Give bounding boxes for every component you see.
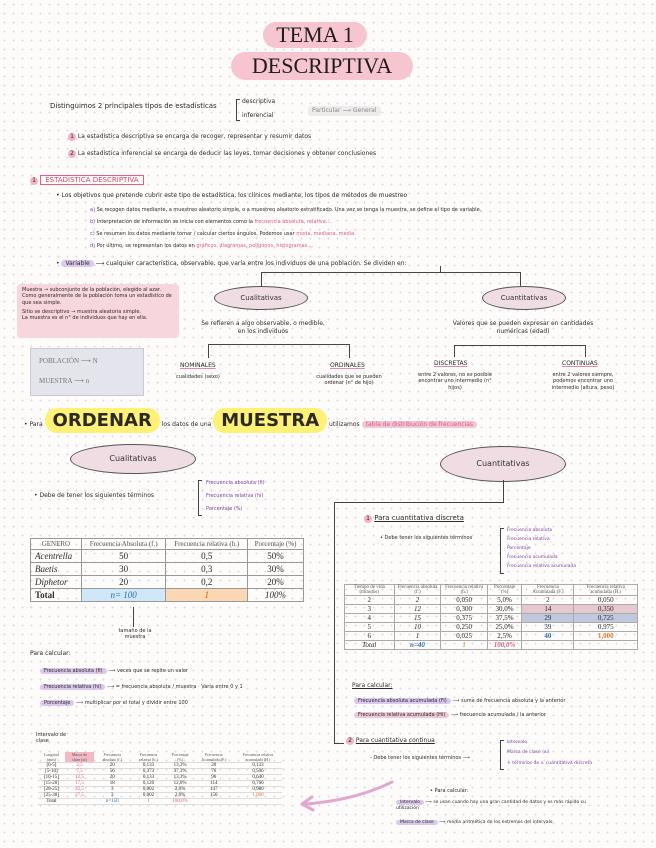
table-cell: 0,373 (130, 769, 166, 775)
table-cell: 18 (94, 781, 130, 787)
cual2-term-3: Porcentaje (%) (206, 506, 243, 512)
calc1-item-3: Porcentaje ⟶ multiplicar por el total y dividir entre 100 (40, 700, 188, 706)
table-cell: 0,375 (441, 614, 487, 623)
calc-text: = frecuencia absoluta / muestra (115, 684, 197, 690)
table-cell: 3 (94, 793, 130, 799)
cuant2-top-line (334, 502, 504, 503)
table-cell: 2,0% (166, 793, 193, 799)
table-cell: 2 (394, 596, 441, 605)
table-cell (522, 641, 574, 650)
table-header: Frecuencia absoluta (f.) (94, 752, 130, 763)
table-cell (234, 799, 282, 805)
table-cell: 1,000 (234, 793, 282, 799)
table-cell: n=40 (394, 641, 441, 650)
table-cell: [0-5] (38, 763, 65, 769)
table-cell: 2 (345, 596, 395, 605)
note-line-1: Muestra → subconjunto de la población, elegido al azar. Como generalmente de la población toma un estadístico de que sea simple. (22, 287, 172, 306)
table-cell (65, 799, 94, 805)
table-cell: [15-20] (38, 781, 65, 787)
table3-title: Intervalo de clase (36, 732, 67, 745)
section-title: ESTADÍSTICA DESCRIPTIVA (40, 175, 143, 185)
calc-text: media aritmética de los extremos del intervalo (447, 820, 553, 825)
table-cell: 1 (394, 632, 441, 641)
muestra-word: MUESTRA (213, 408, 327, 433)
curved-arrow-icon (296, 776, 396, 816)
cuant2-term-1: Frecuencia absoluta (507, 528, 552, 533)
cual-left-drop (208, 344, 209, 358)
table-cell: 29 (522, 614, 574, 623)
cualitativas-oval-2: Cualitativas (70, 444, 196, 474)
table-header-row (345, 585, 638, 596)
table-cell: Total (31, 589, 82, 602)
cont-heading-text: Para cuantitativa continua (355, 737, 435, 744)
cont-heading (346, 737, 435, 745)
calc-term: Frecuencia absoluta (fi) (40, 668, 107, 674)
ordinales-label: ORDINALES (330, 362, 365, 369)
cont-number: 2 (346, 737, 354, 745)
continuas-label: CONTINUAS (562, 360, 598, 367)
poblacion-row: POBLACIÓN ⟶ N (39, 357, 98, 365)
cont-calc-1: Intervalo ⟶ se usan cuando hay una gran cantidad de datos y es más rápido su utilización (396, 800, 586, 811)
cuant2-heading-text: Para cuantitativa discreta (374, 514, 464, 522)
cont-calc-label: • Para calcular: (430, 788, 469, 794)
cuant2-term-4: Frecuencia acumulada (507, 555, 558, 560)
table-cell: 0,002 (130, 793, 166, 799)
cuant2-term-2: Frecuencia relativa (507, 537, 550, 542)
cont-lead: - Debe tener los siguientes términos ⟶ (370, 755, 470, 761)
calc-term: Porcentaje (40, 700, 74, 706)
table-cell: 20% (248, 576, 304, 589)
table-cell: 30 (81, 563, 166, 576)
table-cell: Total (38, 799, 65, 805)
cual-right-drop (349, 344, 350, 358)
table-cell: 0,133 (130, 775, 166, 781)
intro-brace (236, 99, 240, 121)
table-cell: 20 (94, 763, 130, 769)
table-cell: 1,000 (574, 632, 638, 641)
cuant2-term-3: Porcentaje (507, 546, 531, 551)
table-header: GENERO (31, 539, 82, 550)
title-line-2: DESCRIPTIVA (231, 52, 413, 80)
cont-calc-label-text: Para calcular: (434, 788, 469, 794)
ordenar-mid: los datos de una (161, 421, 212, 428)
table-tiempo (344, 584, 638, 650)
table-total-row (31, 589, 304, 602)
table-cell: 0,002 (130, 787, 166, 793)
calc-term: Intervalo (396, 800, 424, 805)
table-cell: 0,025 (441, 632, 487, 641)
point-letter: b) (90, 219, 96, 225)
tree-top-line (261, 272, 521, 273)
table-cell: 96 (194, 775, 234, 781)
table-cell: n=150 (94, 799, 130, 805)
table-cell: [20-25] (38, 787, 65, 793)
table-cell: 30% (248, 563, 304, 576)
point-d (90, 243, 314, 249)
table-cell: 12,5 (65, 775, 94, 781)
section-heading (30, 176, 144, 185)
table-header: Tiempo de vida (minutos) (345, 585, 395, 596)
cuant-left-drop (454, 345, 455, 357)
intro-item-1 (68, 133, 311, 141)
ordenar-line: • Para ORDENAR los datos de una MUESTRA utilizamos tabla de distribución de frecuencias (24, 410, 477, 433)
cuant2-heading (364, 514, 464, 523)
table-header: Porcentaje (%) (248, 539, 304, 550)
table-header: Frecuencia absoluta (f.) (394, 585, 441, 596)
table-cell: 0,975 (574, 623, 638, 632)
table-cell: 2,5% (487, 632, 521, 641)
table-header: Frecuencia relativa acumulada (H.) (574, 585, 638, 596)
table-header-row (31, 539, 304, 550)
cuant2-vertical-line (334, 502, 335, 744)
table-cell: 4 (345, 614, 395, 623)
table-header-row (38, 752, 282, 763)
table-cell: 15 (394, 614, 441, 623)
tree-center-drop (440, 266, 441, 273)
table-header: Longitud (mm) (38, 752, 65, 763)
variable-label: Variable (61, 260, 93, 267)
point-a (90, 207, 481, 213)
table-cell: Baetis (31, 563, 82, 576)
table-header: Porcentaje (%) (487, 585, 521, 596)
calc-text: multiplicar por el total y dividir entre 100 (84, 700, 188, 706)
calc-term: Frecuencia relativa (hi) (40, 684, 105, 690)
table-cell (574, 641, 638, 650)
point-c (90, 231, 356, 237)
table-cell: 37,5% (487, 614, 521, 623)
table-cell: 0,760 (234, 781, 282, 787)
table-header: Porcentaje (%) (166, 752, 193, 763)
calc-extra: Varía entre 0 y 1 (201, 684, 243, 690)
nominales-label: NOMINALES (180, 362, 216, 369)
discretas-label: DISCRETAS (434, 360, 468, 367)
table-header: Frecuencia relativa (h.) (130, 752, 166, 763)
table-cell: Acentrella (31, 550, 82, 563)
table-cell: 30,0% (487, 605, 521, 614)
muestra-note (17, 284, 179, 338)
point-highlight: moda, mediana, media. (296, 231, 356, 237)
cuantitativas-desc: Valores que se pueden expresar en cantidades numéricas (edad) (452, 320, 594, 335)
table-cell: 0,050 (574, 596, 638, 605)
table-cell (194, 799, 234, 805)
table-row (31, 550, 304, 563)
table-row (345, 596, 638, 605)
note-line-2: Sitio se descriptivo → muestra aleatoria simple. (22, 308, 141, 315)
cuant2-lead-text: Debe tener los siguientes términos (384, 535, 473, 541)
cual2-lead-text: Debe de tener los siguientes términos (39, 492, 155, 499)
point-text: Se recogen datos mediante, a muestreo aleatorio simple, o a muestreo aleatorio estratificado. Una vez se tenga la muestra, se define el tipo de variable. (96, 207, 482, 213)
cont-calc-2: Marca de clase ⟶ media aritmética de los extremos del intervalo (396, 820, 553, 826)
cuantitativas-oval-2: Cuantitativas (440, 446, 566, 482)
cual2-term-2: Frecuencia relativa (hi) (206, 493, 264, 499)
table-cell: 147 (194, 787, 234, 793)
table-cell: 13,3% (166, 763, 193, 769)
flow-to: General (352, 107, 377, 114)
table-cell: 0,120 (130, 781, 166, 787)
table-cell: 0,2 (166, 576, 248, 589)
tree-left-drop (261, 272, 262, 286)
table-cell: 2 (522, 596, 574, 605)
cuantitativas-oval: Cuantitativas (482, 286, 566, 310)
section-lead-text: Los objetivos que pretende cubrir este tipo de estadística, los clínicos mediante, los tipos de métodos de muestreo (61, 192, 408, 199)
item-number: 1 (68, 133, 76, 141)
cuant2-lead: • Debe tener los siguientes términos (380, 535, 473, 541)
calc-term: Marca de clase (396, 820, 438, 825)
variable-line: • Variable ⟶ cualquier característica, observable, que varía entre los individuos de una población. Se dividen en: (56, 260, 407, 267)
table-cell: Total (345, 641, 395, 650)
table-cell: 5,0% (487, 596, 521, 605)
cuant-right-drop (585, 345, 586, 357)
point-text: Por último, se representan los datos en (96, 243, 195, 249)
cualitativas-desc: Se refieren a algo observable, o medible, en los individuos (201, 320, 325, 335)
calc2-item-2: Frecuencia relativa acumulada (Hi) ⟶ frecuencia acumulada / la anterior (354, 712, 546, 718)
title-line-1: TEMA 1 (263, 22, 367, 48)
cual2-brace (198, 480, 202, 516)
ordenar-pre: Para (29, 421, 43, 428)
table-cell: 0,300 (441, 605, 487, 614)
muestra-symbol: n (85, 377, 90, 385)
continuas-desc: entre 2 valores siempre, podemos encontrar uno intermedio (altura, peso) (551, 372, 615, 391)
table-cell: 0,5 (166, 550, 248, 563)
table-cell: 14 (522, 605, 574, 614)
table-header: Marca de clase (xi) (65, 752, 94, 763)
item-text: La estadística descriptiva se encarga de recoger, representar y resumir datos (77, 133, 312, 140)
table-row (345, 605, 638, 614)
table-cell: 13,3% (166, 775, 193, 781)
ordenar-post: utilizamos (329, 421, 360, 428)
calc1-label: Para calcular: (30, 650, 71, 657)
table-cell: 40 (522, 632, 574, 641)
muestra-label: MUESTRA (39, 377, 73, 385)
table-cell: 0,3 (166, 563, 248, 576)
cont-term-2: Marca de clase (xi) (507, 750, 550, 755)
point-b (90, 219, 332, 225)
point-text: Interpretación de información se inicia con elementos como la (96, 219, 253, 225)
calc-text: frecuencia acumulada / la anterior (459, 712, 546, 718)
intro-text: Distinguimos 2 principales tipos de estadísticas (50, 102, 217, 110)
table-cell: 50 (81, 550, 166, 563)
discretas-desc: entre 2 valores, no es posible encontrar uno intermedio (n° hijos) (418, 372, 492, 391)
table-cell: 100,0% (166, 799, 193, 805)
calc-term: Frecuencia absoluta acumulada (Fi) (354, 698, 451, 704)
table-cell: 0,250 (441, 623, 487, 632)
flow-from: Particular (312, 107, 341, 114)
table-cell: 17,5 (65, 781, 94, 787)
table-cell: 5 (345, 623, 395, 632)
point-highlight: frecuencia absoluta, relativa.... (254, 219, 333, 225)
cuant-split-line (454, 345, 586, 346)
table-cell: 0,350 (574, 605, 638, 614)
cont-lead-text: Debe tener los siguientes términos (373, 755, 462, 761)
point-text: Se resumen los datos mediante tomar / calcular ciertos ángulos. Podemos usar (96, 231, 295, 237)
table-header: Frecuencia Absoluta (f.) (81, 539, 166, 550)
table-cell: 1 (441, 641, 487, 650)
poblacion-symbol: N (92, 357, 98, 365)
table-cell: 25,0% (487, 623, 521, 632)
table-cell: 0,050 (441, 596, 487, 605)
table-cell: 20 (94, 775, 130, 781)
table-header: Frecuencia relativa (h.) (441, 585, 487, 596)
table-cell: 0,980 (234, 787, 282, 793)
point-letter: d) (90, 243, 96, 249)
table-intervalos (38, 752, 282, 805)
table-row (345, 623, 638, 632)
cuant2-number: 1 (364, 515, 372, 523)
cuant2-brace (500, 528, 504, 574)
table-cell: 100% (248, 589, 304, 602)
item-text: La estadística inferencial se encarga de deducir las leyes, tomar decisiones y obtener conclusiones (77, 150, 377, 157)
section-number: 1 (30, 177, 38, 185)
table-cell: 0,640 (234, 775, 282, 781)
table-cell: 150 (194, 793, 234, 799)
table-cell: 39 (522, 623, 574, 632)
ordinales-desc: cualidades que se pueden ordenar (n° de hijo) (316, 374, 382, 387)
calc1-item-1: Frecuencia absoluta (fi) ⟶ veces que se repite un valor (40, 668, 188, 674)
table-cell: 0,133 (130, 763, 166, 769)
table-cell: 7,5 (65, 769, 94, 775)
cont-term-3: + términos de v. cuantitativa discreta (507, 761, 593, 766)
table-cell: 2,5 (65, 763, 94, 769)
cuant2-drop (503, 480, 504, 503)
table-cell: Diphetor (31, 576, 82, 589)
intro-item-2 (68, 150, 376, 158)
table-cell: 114 (194, 781, 234, 787)
table-cell-n: n= 100 (81, 589, 166, 602)
calc1-item-2: Frecuencia relativa (hi) ⟶ = frecuencia absoluta / muestra · Varía entre 0 y 1 (40, 684, 243, 690)
flow-box: Particular ⟶ General (308, 106, 381, 116)
n-arrow-line (133, 607, 134, 627)
point-letter: c) (90, 231, 95, 237)
table-genero (30, 538, 304, 602)
table-cell: 100,0% (487, 641, 521, 650)
intro-type-2: inferencial (242, 112, 274, 119)
table-header: Frecuencia relativa (h.) (166, 539, 248, 550)
table-cell: 0,725 (574, 614, 638, 623)
table-cell: 22,5 (65, 787, 94, 793)
table-cell: 6 (345, 632, 395, 641)
table-cell: 50% (248, 550, 304, 563)
table-total-row (38, 799, 282, 805)
table-cell: 0,133 (234, 763, 282, 769)
table-cell: [25-30] (38, 793, 65, 799)
ordenar-highlight: tabla de distribución de frecuencias (362, 421, 477, 428)
table-header: Frecuencia Acumulada (F.) (194, 752, 234, 763)
calc-text: veces que se repite un valor (116, 668, 188, 674)
calc2-item-1: Frecuencia absoluta acumulada (Fi) ⟶ suma de frecuencia absoluta y la anterior (354, 698, 565, 704)
muestra-row: MUESTRA ⟶ n (39, 377, 90, 385)
calc-text: suma de frecuencia absoluta y la anterior (461, 698, 566, 704)
table-cell: 12,0% (166, 781, 193, 787)
table-row (345, 614, 638, 623)
table-cell: 0,506 (234, 769, 282, 775)
table-header: Frecuencia relativa acumulada (H.) (234, 752, 282, 763)
table-cell: 3 (94, 787, 130, 793)
intro-type-1: descriptiva (242, 98, 276, 105)
cual2-term-1: Frecuencia absoluta (fi) (206, 480, 265, 486)
calc-term: Frecuencia relativa acumulada (Hi) (354, 712, 449, 718)
poblacion-muestra-box (30, 348, 144, 396)
item-number: 2 (68, 150, 76, 158)
cont-term-1: Intervalo (507, 740, 527, 745)
cuant2-term-5: Frecuencia relativa acumulada (507, 564, 576, 569)
table-cell: 2,0% (166, 787, 193, 793)
table-cell: 76 (194, 769, 234, 775)
table-cell: 27,5 (65, 793, 94, 799)
table-cell: 20 (194, 763, 234, 769)
table-cell: 12 (394, 605, 441, 614)
cont-brace (500, 740, 504, 770)
table-header: Frecuencia Acumulada (F.) (522, 585, 574, 596)
cual2-lead: • Debe de tener los siguientes términos (34, 492, 155, 499)
table-cell-one: 1 (166, 589, 248, 602)
calc-text: se usan cuando hay una gran cantidad de datos y es más rápido su utilización (396, 800, 586, 811)
table1-note: tamaño de la muestra (118, 628, 152, 641)
table-cell: 56 (94, 769, 130, 775)
table-cell: 3 (345, 605, 395, 614)
table-cell: 10 (394, 623, 441, 632)
poblacion-label: POBLACIÓN (39, 357, 80, 365)
cual-split-line (208, 344, 350, 345)
cont-connector (334, 743, 344, 744)
table-cell: [5-10] (38, 769, 65, 775)
point-letter: a) (90, 207, 96, 213)
table-row (345, 632, 638, 641)
section-lead: • Los objetivos que pretende cubrir este tipo de estadística, los clínicos mediante, los tipos de métodos de muestreo (56, 192, 408, 199)
table-cell: 1 (130, 799, 166, 805)
table-cell: 37,3% (166, 769, 193, 775)
cualitativas-oval: Cualitativas (214, 286, 308, 310)
table-row (31, 576, 304, 589)
ordenar-word: ORDENAR (45, 408, 160, 433)
point-highlight: gráficos, diagramas, polígonos, histogramas.... (196, 243, 314, 249)
calc2-label: Para calcular: (352, 682, 393, 689)
table-row (31, 563, 304, 576)
tree-right-drop (520, 272, 521, 286)
table-cell: [10-15] (38, 775, 65, 781)
nominales-desc: cualidades (sexo) (176, 374, 220, 380)
table-total-row (345, 641, 638, 650)
note-line-3: La muestra es el n° de individuos que hay en ella. (22, 315, 148, 321)
variable-text: cualquier característica, observable, que varía entre los individuos de una población. Se dividen en: (106, 260, 407, 267)
table-cell: 20 (81, 576, 166, 589)
